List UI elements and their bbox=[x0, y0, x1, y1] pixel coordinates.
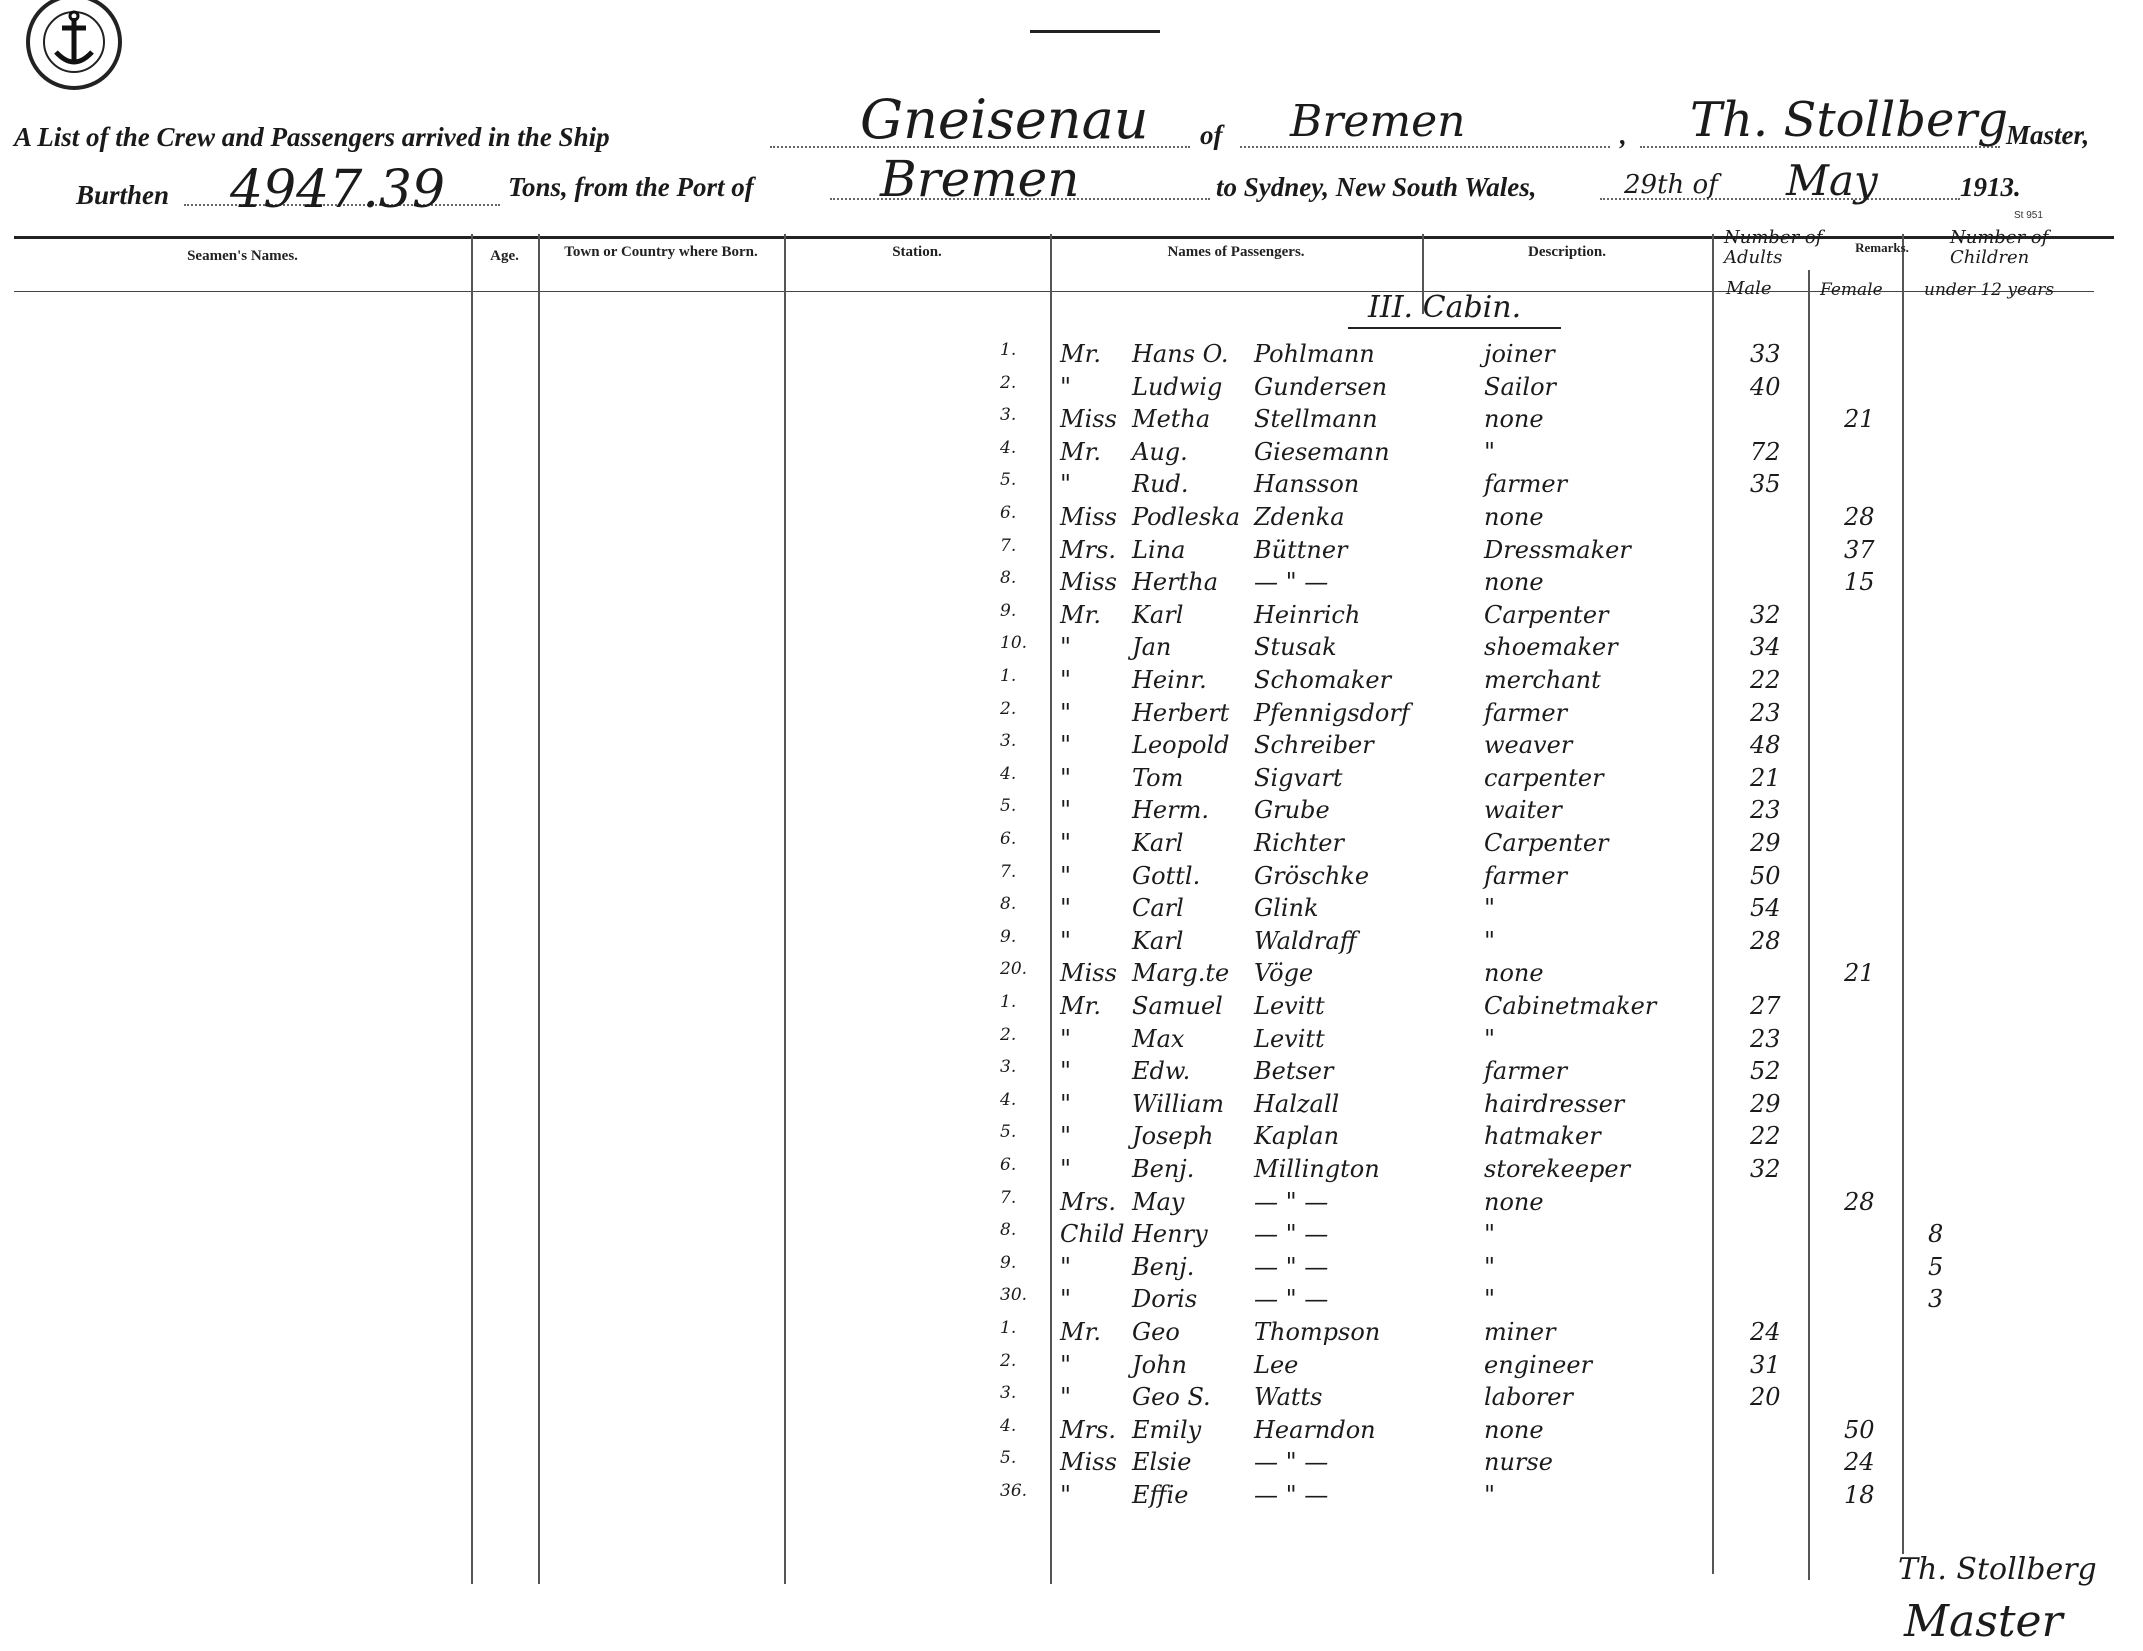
passenger-row bbox=[0, 731, 2143, 764]
passenger-male-age: 29 bbox=[1750, 829, 1781, 857]
passenger-male-age: 40 bbox=[1750, 372, 1781, 401]
passenger-male-age: 48 bbox=[1750, 731, 1781, 760]
ship-port: Bremen bbox=[1290, 96, 1466, 147]
date-month: May bbox=[1786, 156, 1878, 205]
passenger-description: " bbox=[1484, 1481, 1496, 1509]
signature-title: Master bbox=[1904, 1596, 2063, 1647]
passenger-last-name: Zdenka bbox=[1254, 503, 1345, 531]
passenger-last-name: Watts bbox=[1254, 1383, 1323, 1412]
passenger-title: " bbox=[1060, 1285, 1072, 1314]
passenger-male-age: 52 bbox=[1750, 1057, 1781, 1086]
passenger-child-age: 5 bbox=[1928, 1252, 1944, 1281]
passenger-number: 5. bbox=[1000, 1448, 1017, 1469]
passenger-number: 5. bbox=[1000, 796, 1017, 817]
passenger-description: Carpenter bbox=[1484, 600, 1609, 629]
passenger-title: " bbox=[1060, 1089, 1072, 1118]
passenger-row bbox=[0, 633, 2143, 666]
passenger-last-name: Hearndon bbox=[1254, 1415, 1376, 1444]
passenger-row bbox=[0, 1448, 2143, 1481]
passenger-description: " bbox=[1484, 894, 1496, 923]
passenger-first-name: Aug. bbox=[1132, 437, 1188, 466]
shipping-office-stamp bbox=[14, 0, 134, 100]
passenger-number: 20. bbox=[1000, 959, 1028, 980]
passenger-row bbox=[0, 894, 2143, 927]
burthen-label: Burthen bbox=[76, 180, 170, 210]
passenger-first-name: Herm. bbox=[1132, 796, 1209, 825]
passenger-row bbox=[0, 959, 2143, 992]
passenger-last-name: Schreiber bbox=[1254, 731, 1374, 760]
passenger-row bbox=[0, 829, 2143, 862]
passenger-female-age: 24 bbox=[1844, 1448, 1875, 1477]
passenger-female-age: 50 bbox=[1844, 1415, 1875, 1444]
passenger-male-age: 29 bbox=[1750, 1089, 1781, 1118]
passenger-title: Mr. bbox=[1060, 992, 1102, 1020]
passenger-first-name: Leopold bbox=[1132, 731, 1230, 760]
passenger-first-name: Marg.te bbox=[1132, 959, 1230, 988]
passenger-first-name: Geo bbox=[1132, 1318, 1180, 1346]
passenger-number: 36. bbox=[1000, 1481, 1028, 1501]
passenger-row bbox=[0, 438, 2143, 471]
passenger-title: Miss bbox=[1060, 1448, 1117, 1477]
passenger-description: storekeeper bbox=[1484, 1155, 1631, 1183]
passenger-first-name: Max bbox=[1132, 1024, 1185, 1053]
passenger-row bbox=[0, 601, 2143, 634]
passenger-row bbox=[0, 1383, 2143, 1416]
passenger-first-name: Samuel bbox=[1132, 992, 1223, 1020]
passenger-number: 4. bbox=[1000, 437, 1017, 458]
col-header-under12: under 12 years bbox=[1924, 280, 2055, 300]
passenger-title: Mrs. bbox=[1060, 1187, 1116, 1216]
passenger-description: laborer bbox=[1484, 1383, 1573, 1412]
passenger-title: " bbox=[1060, 731, 1072, 760]
passenger-number: 1. bbox=[1000, 340, 1017, 360]
passenger-child-age: 8 bbox=[1928, 1220, 1944, 1249]
passenger-first-name: Heinr. bbox=[1132, 666, 1207, 694]
passenger-female-age: 28 bbox=[1844, 1187, 1875, 1216]
passenger-description: weaver bbox=[1484, 731, 1573, 760]
passenger-number: 4. bbox=[1000, 763, 1017, 784]
passenger-number: 3. bbox=[1000, 1057, 1017, 1078]
passenger-male-age: 24 bbox=[1750, 1318, 1781, 1346]
passenger-description: hairdresser bbox=[1484, 1089, 1625, 1118]
passenger-child-age: 3 bbox=[1928, 1285, 1944, 1314]
master-name: Th. Stollberg bbox=[1690, 92, 2009, 148]
col-header-age: Age. bbox=[490, 248, 519, 264]
passenger-last-name: — " — bbox=[1254, 1285, 1329, 1314]
col-header-female: Female bbox=[1820, 280, 1883, 300]
passenger-title: " bbox=[1060, 666, 1072, 694]
passenger-title: Mr. bbox=[1060, 600, 1102, 629]
passenger-number: 7. bbox=[1000, 1187, 1017, 1208]
passenger-number: 8. bbox=[1000, 568, 1017, 589]
passenger-last-name: Kaplan bbox=[1254, 1122, 1340, 1151]
col-header-seamen: Seamen's Names. bbox=[187, 248, 298, 264]
passenger-number: 3. bbox=[1000, 731, 1017, 752]
passenger-title: Mrs. bbox=[1060, 535, 1116, 564]
passenger-description: " bbox=[1484, 926, 1496, 955]
passenger-number: 9. bbox=[1000, 600, 1017, 621]
passenger-number: 6. bbox=[1000, 829, 1017, 849]
passenger-female-age: 15 bbox=[1844, 568, 1875, 597]
passenger-number: 1. bbox=[1000, 992, 1017, 1012]
passenger-male-age: 22 bbox=[1750, 1122, 1781, 1151]
passenger-row bbox=[0, 568, 2143, 601]
col-header-station: Station. bbox=[892, 244, 942, 260]
passenger-row bbox=[0, 503, 2143, 536]
passenger-title: Miss bbox=[1060, 405, 1117, 434]
passenger-male-age: 50 bbox=[1750, 861, 1781, 890]
master-label: Master, bbox=[2006, 120, 2090, 150]
passenger-last-name: Sigvart bbox=[1254, 763, 1343, 792]
passenger-description: none bbox=[1484, 568, 1544, 597]
passenger-description: farmer bbox=[1484, 1057, 1568, 1086]
passenger-title: " bbox=[1060, 1057, 1072, 1086]
passenger-description: " bbox=[1484, 1285, 1496, 1314]
passenger-number: 7. bbox=[1000, 861, 1017, 882]
passenger-last-name: — " — bbox=[1254, 568, 1329, 597]
passenger-male-age: 54 bbox=[1750, 894, 1781, 923]
passenger-row bbox=[0, 764, 2143, 797]
passenger-number: 7. bbox=[1000, 535, 1017, 556]
passenger-first-name: Benj. bbox=[1132, 1155, 1195, 1183]
to-label: to Sydney, New South Wales, bbox=[1216, 172, 1537, 202]
passenger-first-name: Metha bbox=[1132, 405, 1211, 434]
passenger-description: farmer bbox=[1484, 698, 1568, 727]
passenger-number: 2. bbox=[1000, 372, 1017, 393]
col-header-adults: Number of Adults bbox=[1724, 227, 1823, 268]
passenger-last-name: Waldraff bbox=[1254, 926, 1357, 955]
passenger-number: 5. bbox=[1000, 1122, 1017, 1143]
passenger-first-name: Effie bbox=[1132, 1481, 1189, 1509]
year: 1913. bbox=[1960, 172, 2021, 202]
passenger-last-name: Lee bbox=[1254, 1350, 1299, 1379]
passenger-title: " bbox=[1060, 1383, 1072, 1412]
passenger-title: " bbox=[1060, 633, 1072, 662]
passenger-row bbox=[0, 1220, 2143, 1253]
passenger-last-name: Richter bbox=[1254, 829, 1344, 857]
passenger-first-name: Karl bbox=[1132, 829, 1184, 857]
form-number: St 951 bbox=[2014, 210, 2043, 221]
passenger-row bbox=[0, 1416, 2143, 1449]
passenger-description: engineer bbox=[1484, 1350, 1593, 1379]
passenger-description: farmer bbox=[1484, 861, 1568, 890]
passenger-first-name: Jan bbox=[1132, 633, 1172, 662]
passenger-number: 6. bbox=[1000, 503, 1017, 523]
passenger-row bbox=[0, 1253, 2143, 1286]
passenger-last-name: Millington bbox=[1254, 1155, 1380, 1183]
passenger-row bbox=[0, 405, 2143, 438]
passenger-row bbox=[0, 666, 2143, 699]
passenger-last-name: Stusak bbox=[1254, 633, 1337, 662]
passenger-row bbox=[0, 1122, 2143, 1155]
passenger-last-name: Pfennigsdorf bbox=[1254, 698, 1410, 727]
passenger-description: hatmaker bbox=[1484, 1122, 1601, 1151]
passenger-last-name: Glink bbox=[1254, 894, 1319, 923]
passenger-last-name: Giesemann bbox=[1254, 437, 1390, 466]
passenger-title: " bbox=[1060, 894, 1072, 923]
passenger-row bbox=[0, 1188, 2143, 1221]
passenger-title: " bbox=[1060, 1350, 1072, 1379]
passenger-last-name: Schomaker bbox=[1254, 666, 1392, 694]
passenger-last-name: Hansson bbox=[1254, 470, 1360, 499]
passenger-number: 2. bbox=[1000, 1024, 1017, 1045]
passenger-description: shoemaker bbox=[1484, 633, 1618, 662]
passenger-last-name: Thompson bbox=[1254, 1318, 1381, 1346]
passenger-last-name: Gröschke bbox=[1254, 861, 1370, 890]
passenger-number: 8. bbox=[1000, 894, 1017, 915]
passenger-last-name: Pohlmann bbox=[1254, 340, 1375, 368]
passenger-row bbox=[0, 1481, 2143, 1514]
passenger-title: Miss bbox=[1060, 503, 1117, 531]
passenger-number: 1. bbox=[1000, 666, 1017, 686]
passenger-description: none bbox=[1484, 503, 1544, 531]
passenger-first-name: Geo S. bbox=[1132, 1383, 1211, 1412]
passenger-row bbox=[0, 373, 2143, 406]
passenger-row bbox=[0, 1090, 2143, 1123]
col-header-remarks: Remarks. bbox=[1855, 240, 1909, 255]
passenger-male-age: 32 bbox=[1750, 1155, 1781, 1183]
passenger-row bbox=[0, 862, 2143, 895]
passenger-title: " bbox=[1060, 470, 1072, 499]
passenger-title: Mr. bbox=[1060, 1318, 1102, 1346]
passenger-number: 2. bbox=[1000, 1350, 1017, 1371]
col-header-town: Town or Country where Born. bbox=[564, 244, 758, 260]
passenger-last-name: Levitt bbox=[1254, 992, 1325, 1020]
passenger-row bbox=[0, 927, 2143, 960]
col-header-description: Description. bbox=[1528, 244, 1606, 260]
passenger-number: 2. bbox=[1000, 698, 1017, 719]
passenger-row bbox=[0, 1025, 2143, 1058]
passenger-female-age: 28 bbox=[1844, 503, 1875, 531]
passenger-first-name: Carl bbox=[1132, 894, 1184, 923]
passenger-female-age: 21 bbox=[1844, 959, 1875, 988]
passenger-description: nurse bbox=[1484, 1448, 1553, 1477]
passenger-number: 3. bbox=[1000, 405, 1017, 426]
passenger-description: none bbox=[1484, 405, 1544, 434]
passenger-first-name: Tom bbox=[1132, 763, 1184, 792]
passenger-first-name: Emily bbox=[1132, 1415, 1202, 1444]
passenger-last-name: — " — bbox=[1254, 1448, 1329, 1477]
passenger-first-name: Karl bbox=[1132, 926, 1184, 955]
passenger-number: 5. bbox=[1000, 470, 1017, 491]
date-day: 29th of bbox=[1624, 170, 1718, 200]
passenger-description: Sailor bbox=[1484, 372, 1557, 401]
passenger-first-name: Edw. bbox=[1132, 1057, 1191, 1086]
passenger-male-age: 72 bbox=[1750, 437, 1781, 466]
passenger-description: carpenter bbox=[1484, 763, 1604, 792]
passenger-male-age: 21 bbox=[1750, 763, 1781, 792]
passenger-male-age: 23 bbox=[1750, 698, 1781, 727]
passenger-description: farmer bbox=[1484, 470, 1568, 499]
col-header-passengers: Names of Passengers. bbox=[1167, 244, 1305, 260]
passenger-row bbox=[0, 1351, 2143, 1384]
passenger-description: none bbox=[1484, 1187, 1544, 1216]
passenger-title: " bbox=[1060, 1024, 1072, 1053]
passenger-last-name: Vöge bbox=[1254, 959, 1314, 988]
ship-name: Gneisenau bbox=[860, 88, 1149, 151]
passenger-first-name: Karl bbox=[1132, 600, 1184, 629]
passenger-number: 9. bbox=[1000, 1252, 1017, 1273]
passenger-male-age: 27 bbox=[1750, 992, 1781, 1020]
passenger-title: Mr. bbox=[1060, 340, 1102, 368]
passenger-last-name: — " — bbox=[1254, 1252, 1329, 1281]
passenger-male-age: 35 bbox=[1750, 470, 1781, 499]
passenger-title: Mrs. bbox=[1060, 1415, 1116, 1444]
passenger-title: Child bbox=[1060, 1220, 1125, 1249]
passenger-last-name: Halzall bbox=[1254, 1089, 1340, 1118]
signature-name: Th. Stollberg bbox=[1898, 1552, 2097, 1587]
passenger-female-age: 18 bbox=[1844, 1481, 1875, 1509]
passenger-description: Dressmaker bbox=[1484, 535, 1631, 564]
passenger-description: merchant bbox=[1484, 666, 1601, 694]
passenger-description: waiter bbox=[1484, 796, 1562, 825]
passenger-description: none bbox=[1484, 959, 1544, 988]
passenger-male-age: 23 bbox=[1750, 796, 1781, 825]
passenger-number: 4. bbox=[1000, 1089, 1017, 1110]
passenger-row bbox=[0, 1155, 2143, 1188]
passenger-female-age: 21 bbox=[1844, 405, 1875, 434]
passenger-row bbox=[0, 796, 2143, 829]
passenger-title: " bbox=[1060, 1122, 1072, 1151]
passenger-first-name: William bbox=[1132, 1089, 1225, 1118]
passenger-number: 6. bbox=[1000, 1155, 1017, 1175]
passenger-first-name: Ludwig bbox=[1132, 372, 1223, 401]
from-port: Bremen bbox=[880, 150, 1080, 208]
passenger-last-name: — " — bbox=[1254, 1481, 1329, 1509]
passenger-number: 9. bbox=[1000, 926, 1017, 947]
passenger-number: 10. bbox=[1000, 633, 1028, 654]
passenger-title: " bbox=[1060, 698, 1072, 727]
passenger-title: " bbox=[1060, 763, 1072, 792]
passenger-last-name: — " — bbox=[1254, 1220, 1329, 1249]
passenger-male-age: 28 bbox=[1750, 926, 1781, 955]
passenger-title: " bbox=[1060, 1481, 1072, 1509]
passenger-female-age: 37 bbox=[1844, 535, 1875, 564]
passenger-first-name: Elsie bbox=[1132, 1448, 1192, 1477]
passenger-first-name: Joseph bbox=[1132, 1122, 1214, 1151]
passenger-title: " bbox=[1060, 1252, 1072, 1281]
passenger-last-name: Levitt bbox=[1254, 1024, 1325, 1053]
passenger-first-name: Hertha bbox=[1132, 568, 1219, 597]
passenger-last-name: — " — bbox=[1254, 1187, 1329, 1216]
header-line1-prefix: A List of the Crew and Passengers arrived in the Ship bbox=[14, 122, 610, 152]
passenger-description: " bbox=[1484, 1220, 1496, 1249]
passenger-first-name: Doris bbox=[1132, 1285, 1198, 1314]
passenger-first-name: John bbox=[1132, 1350, 1187, 1379]
passenger-row bbox=[0, 340, 2143, 373]
passenger-number: 1. bbox=[1000, 1318, 1017, 1338]
passenger-description: miner bbox=[1484, 1318, 1556, 1346]
section-title: III. Cabin. bbox=[1348, 290, 1561, 329]
passenger-title: " bbox=[1060, 829, 1072, 857]
passenger-title: Miss bbox=[1060, 568, 1117, 597]
passenger-description: none bbox=[1484, 1415, 1544, 1444]
top-rule bbox=[1030, 30, 1160, 33]
passenger-row bbox=[0, 1285, 2143, 1318]
col-header-male: Male bbox=[1726, 278, 1772, 299]
passenger-first-name: Rud. bbox=[1132, 470, 1189, 499]
passenger-row bbox=[0, 992, 2143, 1025]
passenger-last-name: Büttner bbox=[1254, 535, 1348, 564]
passenger-description: joiner bbox=[1484, 340, 1555, 368]
comma: , bbox=[1620, 120, 1627, 150]
passenger-description: Cabinetmaker bbox=[1484, 992, 1657, 1020]
passenger-first-name: Benj. bbox=[1132, 1252, 1195, 1281]
col-header-children: Number of Children bbox=[1950, 227, 2049, 268]
passenger-row bbox=[0, 1057, 2143, 1090]
passenger-title: " bbox=[1060, 1155, 1072, 1183]
passenger-title: " bbox=[1060, 796, 1072, 825]
passenger-male-age: 34 bbox=[1750, 633, 1781, 662]
tons-label: Tons, from the Port of bbox=[508, 172, 754, 202]
passenger-first-name: Hans O. bbox=[1132, 340, 1229, 368]
passenger-first-name: Lina bbox=[1132, 535, 1186, 564]
passenger-last-name: Heinrich bbox=[1254, 600, 1361, 629]
passenger-male-age: 22 bbox=[1750, 666, 1781, 694]
passenger-title: " bbox=[1060, 372, 1072, 401]
passenger-row bbox=[0, 1318, 2143, 1351]
passenger-first-name: Gottl. bbox=[1132, 861, 1201, 890]
passenger-number: 30. bbox=[1000, 1285, 1028, 1306]
passenger-last-name: Grube bbox=[1254, 796, 1330, 825]
passenger-first-name: May bbox=[1132, 1187, 1185, 1216]
passenger-description: " bbox=[1484, 1252, 1496, 1281]
passenger-row bbox=[0, 470, 2143, 503]
passenger-male-age: 33 bbox=[1750, 340, 1781, 368]
passenger-title: " bbox=[1060, 926, 1072, 955]
burthen-value: 4947.39 bbox=[230, 160, 446, 220]
passenger-number: 4. bbox=[1000, 1415, 1017, 1436]
table-header-rule bbox=[14, 291, 2094, 292]
passenger-title: Mr. bbox=[1060, 437, 1102, 466]
passenger-title: Miss bbox=[1060, 959, 1117, 988]
passenger-last-name: Stellmann bbox=[1254, 405, 1378, 434]
passenger-male-age: 32 bbox=[1750, 600, 1781, 629]
passenger-last-name: Gundersen bbox=[1254, 372, 1388, 401]
passenger-description: Carpenter bbox=[1484, 829, 1609, 857]
of-label: of bbox=[1200, 120, 1223, 150]
passenger-last-name: Betser bbox=[1254, 1057, 1334, 1086]
passenger-male-age: 31 bbox=[1750, 1350, 1781, 1379]
passenger-number: 8. bbox=[1000, 1220, 1017, 1241]
passenger-number: 3. bbox=[1000, 1383, 1017, 1404]
passenger-title: " bbox=[1060, 861, 1072, 890]
passenger-row bbox=[0, 699, 2143, 732]
passenger-row bbox=[0, 536, 2143, 569]
passenger-description: " bbox=[1484, 437, 1496, 466]
passenger-description: " bbox=[1484, 1024, 1496, 1053]
passenger-first-name: Herbert bbox=[1132, 698, 1230, 727]
passenger-first-name: Podleska bbox=[1132, 503, 1241, 531]
passenger-first-name: Henry bbox=[1132, 1220, 1208, 1249]
passenger-male-age: 23 bbox=[1750, 1024, 1781, 1053]
passenger-male-age: 20 bbox=[1750, 1383, 1781, 1412]
